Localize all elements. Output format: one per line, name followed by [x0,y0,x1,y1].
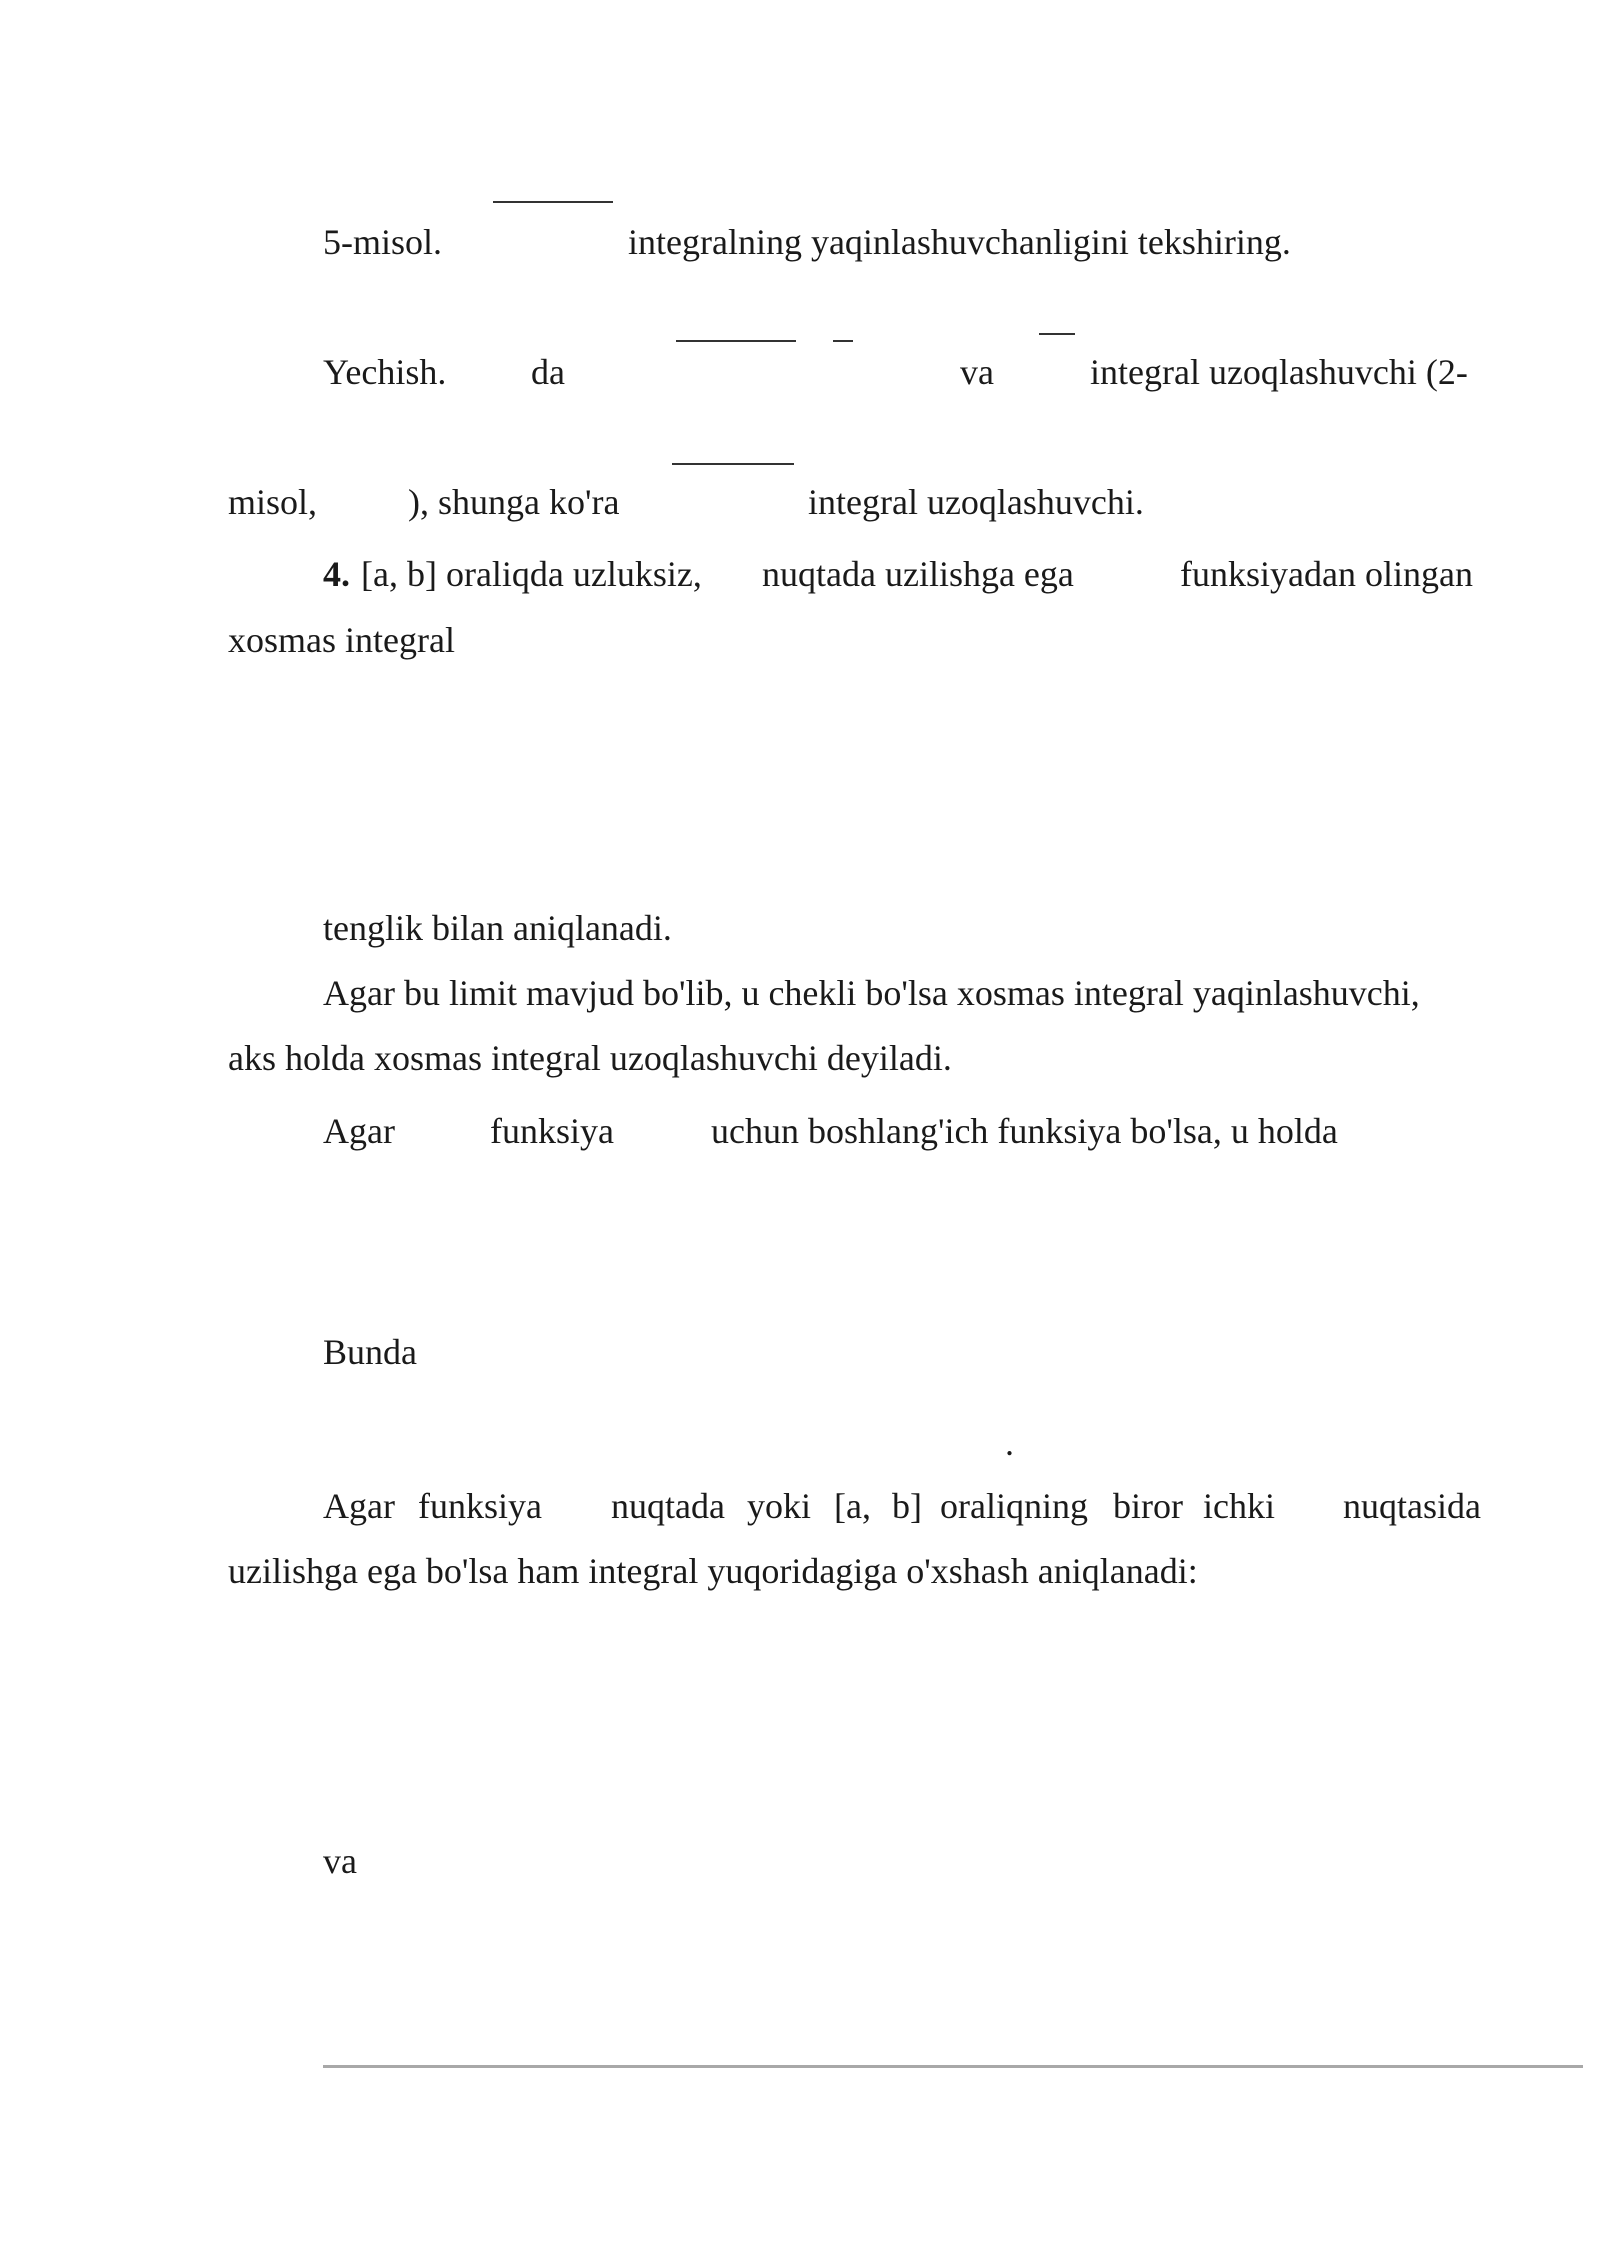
solution-shunga: ), shunga ko'ra [408,482,620,522]
para3-b: b] [892,1486,922,1526]
example-text: integralning yaqinlashuvchanligini tekshiring. [628,222,1291,262]
example-label: 5-misol. [323,222,443,262]
para3-agar: Agar [323,1486,395,1526]
para3-line2: uzilishga ega bo'lsa ham integral yuqoridagiga o'xshash aniqlanadi: [228,1551,1198,1591]
item-number: 4. [323,554,350,594]
fraction-bar [493,201,613,203]
va-label: va [323,1841,357,1881]
item-part3: funksiyadan olingan [1180,554,1473,594]
item-part2: nuqtada uzilishga ega [762,554,1074,594]
fraction-bar [676,340,796,342]
footer-divider [323,2065,1583,2068]
para3-nuqtasida: nuqtasida [1343,1486,1481,1526]
solution-text: integral uzoqlashuvchi (2- [1090,352,1468,392]
para3-ichki: ichki [1203,1486,1275,1526]
item-part1: [a, b] oraliqda uzluksiz, [361,554,702,594]
solution-va: va [960,352,994,392]
item-line2: xosmas integral [228,620,455,660]
minus-sign [833,340,853,342]
para3-nuqtada: nuqtada [611,1486,725,1526]
paragraph-agar2-rest: uchun boshlang'ich funksiya bo'lsa, u holda [711,1111,1338,1151]
bunda-label: Bunda [323,1332,417,1372]
paragraph-agar-line1: Agar bu limit mavjud bo'lib, u chekli bo'lsa xosmas integral yaqinlashuvchi, [323,973,1420,1013]
para3-oraliqning: oraliqning [940,1486,1088,1526]
paragraph-agar-line2: aks holda xosmas integral uzoqlashuvchi deyiladi. [228,1038,952,1078]
solution-label: Yechish. [323,352,447,392]
fraction-bar [672,463,794,465]
paragraph-agar2-funksiya: funksiya [490,1111,614,1151]
formula-period: . [1005,1423,1014,1463]
solution-end: integral uzoqlashuvchi. [808,482,1144,522]
para3-yoki: yoki [747,1486,812,1526]
fraction-bar [1039,333,1075,335]
paragraph-agar2-agar: Agar [323,1111,395,1151]
para3-ab: [a, [834,1486,871,1526]
solution-da: da [531,352,565,392]
para3-biror: biror [1113,1486,1183,1526]
para3-funksiya: funksiya [418,1486,542,1526]
solution-misol: misol, [228,482,318,522]
paragraph-tenglik: tenglik bilan aniqlanadi. [323,908,672,948]
